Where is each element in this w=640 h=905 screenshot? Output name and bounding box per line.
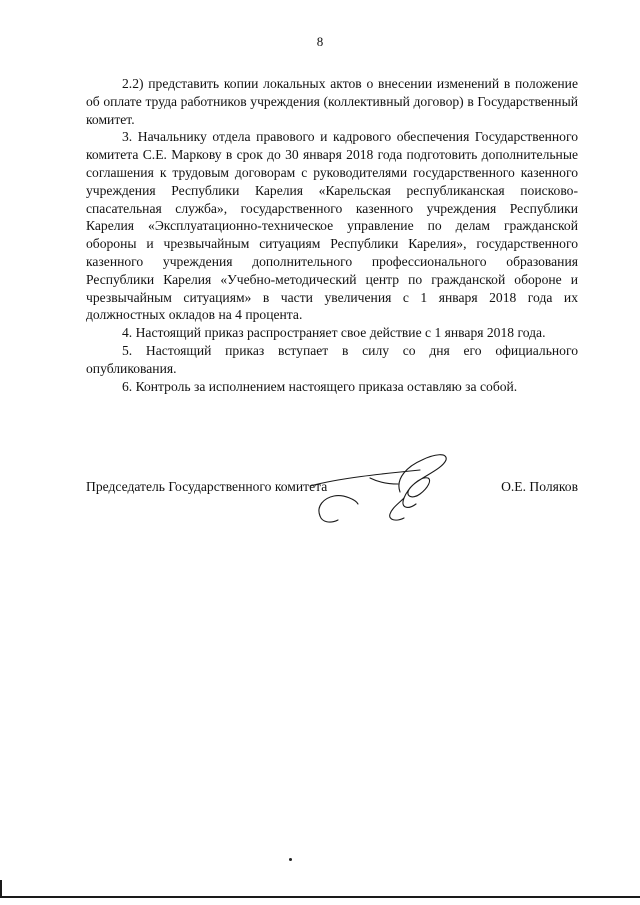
scan-dot [289, 858, 292, 861]
paragraph-2-2: 2.2) представить копии локальных актов о внесении изменений в положение об оплате труда работников учреждения (коллективный договор) в Государственный комитет. [86, 76, 578, 127]
handwritten-signature-icon [300, 448, 460, 528]
document-body [86, 75, 578, 395]
signatory-position: Председатель Государственного комитета [86, 479, 328, 494]
scan-bottom-border [0, 896, 640, 898]
paragraph-4: 4. Настоящий приказ распространяет свое действие с 1 января 2018 года. [122, 325, 546, 341]
page-number: 8 [316, 34, 324, 49]
signatory-name: О.Е. Поляков [501, 479, 578, 494]
paragraph-3: 3. Начальнику отдела правового и кадрового обеспечения Государственного комитета С.Е. Маркову в срок до 30 января 2018 года подготовить дополнительные соглашения к трудовым договорам с руководителями государственного казенного учреждения Республики Карелия «Карельская республиканская поисково-спасательная служба», государственного казенного учреждения Республики Карелия «Эксплуатационно-техническое управление по делам гражданской обороны и чрезвычайным ситуациям Республики Карелия», государственного казенного учреждения дополнительного профессионального образования Республики Карелия «Учебно-методический центр по гражданской обороне и чрезвычайным ситуациям» в части увеличения с 1 января 2018 года их должностных окладов на 4 процента. [86, 129, 578, 323]
paragraph-5: 5. Настоящий приказ вступает в силу со дня его официального опубликования. [86, 342, 578, 376]
paragraph-6: 6. Контроль за исполнением настоящего приказа оставляю за собой. [122, 378, 518, 394]
